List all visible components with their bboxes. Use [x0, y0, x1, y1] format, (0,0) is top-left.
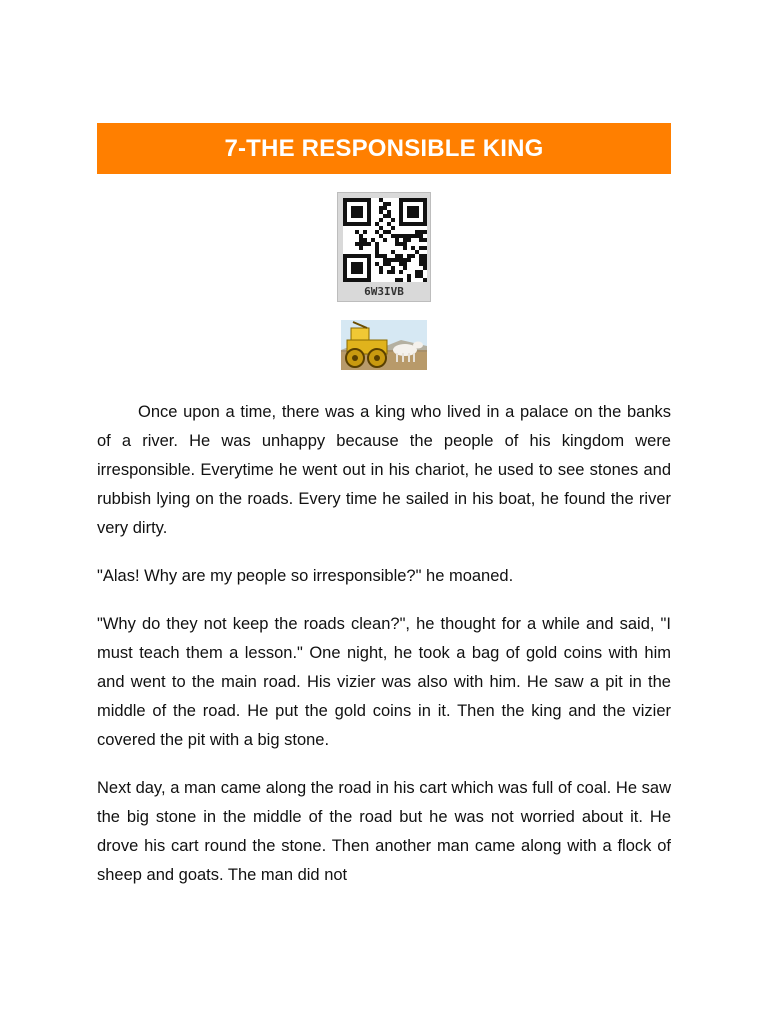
paragraph-1: Once upon a time, there was a king who lived in a palace on the banks of a river. He was unhappy because the people of his kingdom were irresponsible. Everytime he went out in his chariot, he used to see stones and rubbish lying on the roads. Every time he sailed in his boat, he found the river very dirty.: [97, 403, 671, 537]
title-banner: [97, 123, 671, 174]
paragraph-2: "Alas! Why are my people so irresponsible?" he moaned.: [97, 567, 514, 585]
page-title: 7-THE RESPONSIBLE KING: [224, 134, 544, 162]
chariot-illustration: [341, 320, 427, 370]
qr-code-icon: [343, 198, 427, 282]
qr-code[interactable]: [337, 192, 431, 302]
paragraph-3: "Why do they not keep the roads clean?", he thought for a while and said, "I must teach them a lesson." One night, he took a bag of gold coins with him and went to the main road. His vizier was also with him. He saw a pit in the middle of the road. He put the gold coins in it. Then the king and the vizier covered the pit with a big stone.: [97, 615, 671, 749]
story-text: [97, 398, 671, 909]
paragraph-4: Next day, a man came along the road in his cart which was full of coal. He saw the big stone in the middle of the road but he was not worried about it. He drove his cart round the stone. Then another man came along with a flock of sheep and goats. The man did not: [97, 779, 671, 884]
qr-code-label: 6W3IVB: [364, 285, 404, 298]
